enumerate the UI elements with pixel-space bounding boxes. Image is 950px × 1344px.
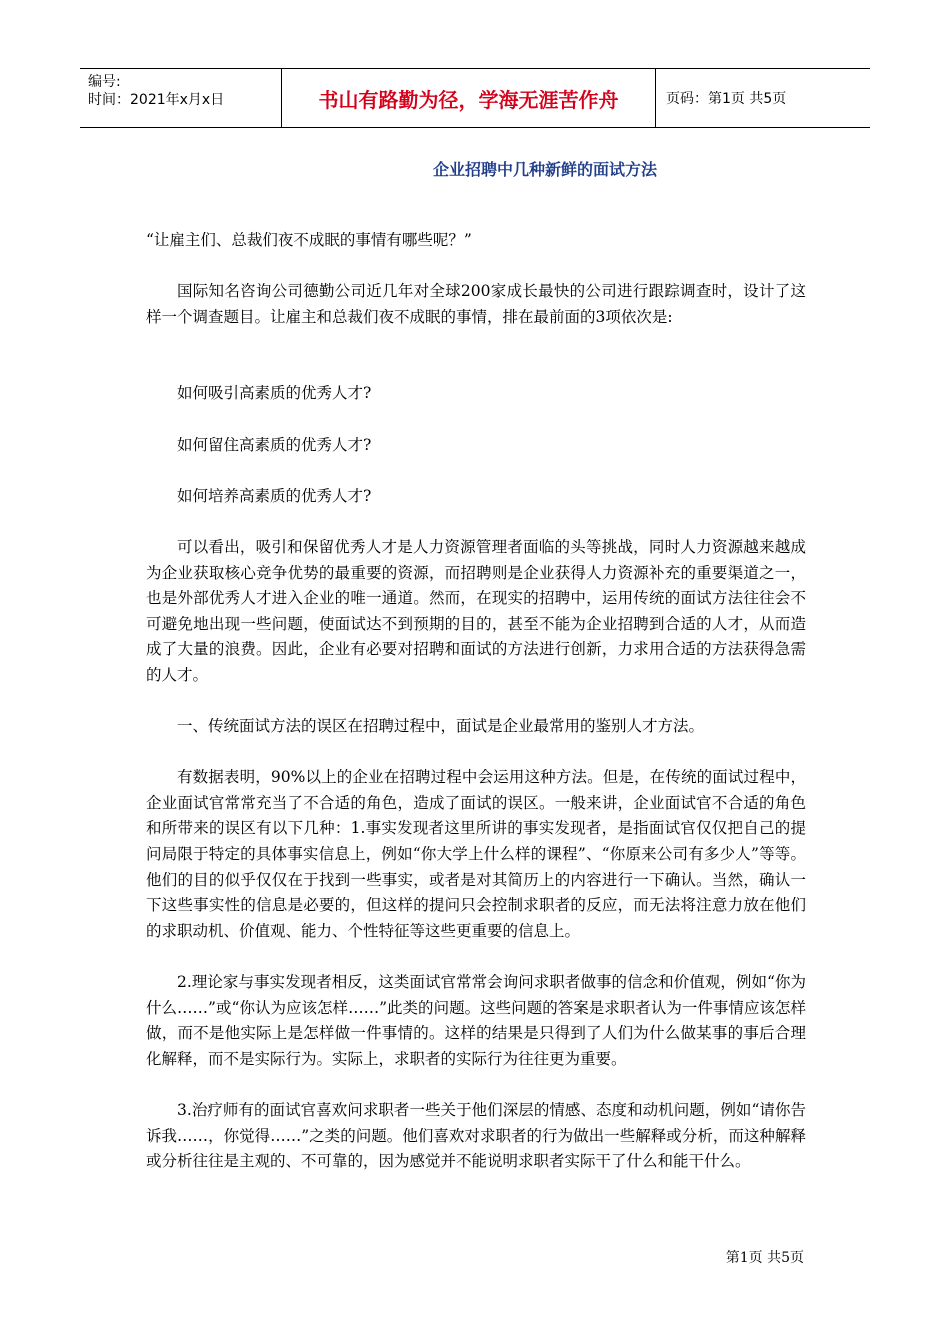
document-body bbox=[146, 228, 806, 1200]
paragraph-theorist: 2.理论家与事实发现者相反，这类面试官常常会询问求职者做事的信念和价值观，例如“你为什么……”或“你认为应该怎样……”此类的问题。这些问题的答案是求职者认为一件事情应该怎样做，而不是他实际上是怎样做一件事情的。这样的结果是只得到了人们为什么做某事的事后合理化解释，而不是实际行为。实际上，求职者的实际行为往往更为重要。 bbox=[146, 973, 806, 1068]
paragraph-section-one: 一、传统面试方法的误区在招聘过程中，面试是企业最常用的鉴别人才方法。 bbox=[177, 717, 705, 736]
page-header bbox=[80, 68, 870, 128]
header-page-number: 页码：第1页 共5页 bbox=[666, 91, 787, 107]
question-retain: 如何留住高素质的优秀人才? bbox=[177, 435, 372, 454]
question-develop: 如何培养高素质的优秀人才? bbox=[177, 486, 372, 505]
header-meta-cell bbox=[80, 69, 282, 127]
page-footer: 第1页 共5页 bbox=[725, 1250, 804, 1266]
paragraph-therapist: 3.治疗师有的面试官喜欢问求职者一些关于他们深层的情感、态度和动机问题，例如“请你告诉我……，你觉得……”之类的问题。他们喜欢对求职者的行为做出一些解释或分析，而这种解释或分析往往是主观的、不可靠的，因为感觉并不能说明求职者实际干了什么和能干什么。 bbox=[146, 1101, 806, 1171]
document-date-label: 时间：2021年x月x日 bbox=[88, 92, 225, 108]
question-attract: 如何吸引高素质的优秀人才? bbox=[177, 384, 372, 403]
paragraph-quote: “让雇主们、总裁们夜不成眠的事情有哪些呢？” bbox=[146, 231, 472, 249]
document-title: 企业招聘中几种新鲜的面试方法 bbox=[432, 160, 657, 179]
header-motto: 书山有路勤为径，学海无涯苦作舟 bbox=[282, 69, 656, 127]
document-number-label: 编号: bbox=[88, 74, 121, 90]
paragraph-fact-finder: 有数据表明，90%以上的企业在招聘过程中会运用这种方法。但是，在传统的面试过程中，企业面试官常常充当了不合适的角色，造成了面试的误区。一般来讲，企业面试官不合适的角色和所带来的误区有以下几种：1.事实发现者这里所讲的事实发现者，是指面试官仅仅把自己的提问局限于特定的具体事实信息上，例如“你大学上什么样的课程”、“你原来公司有多少人”等等。他们的目的似乎仅仅在于找到一些事实，或者是对其简历上的内容进行一下确认。当然，确认一下这些事实性的信息是必要的，但这样的提问只会控制求职者的反应，而无法将注意力放在他们的求职动机、价值观、能力、个性特征等这些更重要的信息上。 bbox=[146, 768, 806, 940]
paragraph-intro: 国际知名咨询公司德勤公司近几年对全球200家成长最快的公司进行跟踪调查时，设计了这样一个调查题目。让雇主和总裁们夜不成眠的事情，排在最前面的3项依次是: bbox=[146, 282, 806, 326]
paragraph-challenge: 可以看出，吸引和保留优秀人才是人力资源管理者面临的头等挑战，同时人力资源越来越成为企业获取核心竞争优势的最重要的资源，而招聘则是企业获得人力资源补充的重要渠道之一，也是外部优秀人才进入企业的唯一通道。然而，在现实的招聘中，运用传统的面试方法往往会不可避免地出现一些问题，使面试达不到预期的目的，甚至不能为企业招聘到合适的人才，从而造成了大量的浪费。因此，企业有必要对招聘和面试的方法进行创新，力求用合适的方法获得急需的人才。 bbox=[146, 537, 806, 684]
